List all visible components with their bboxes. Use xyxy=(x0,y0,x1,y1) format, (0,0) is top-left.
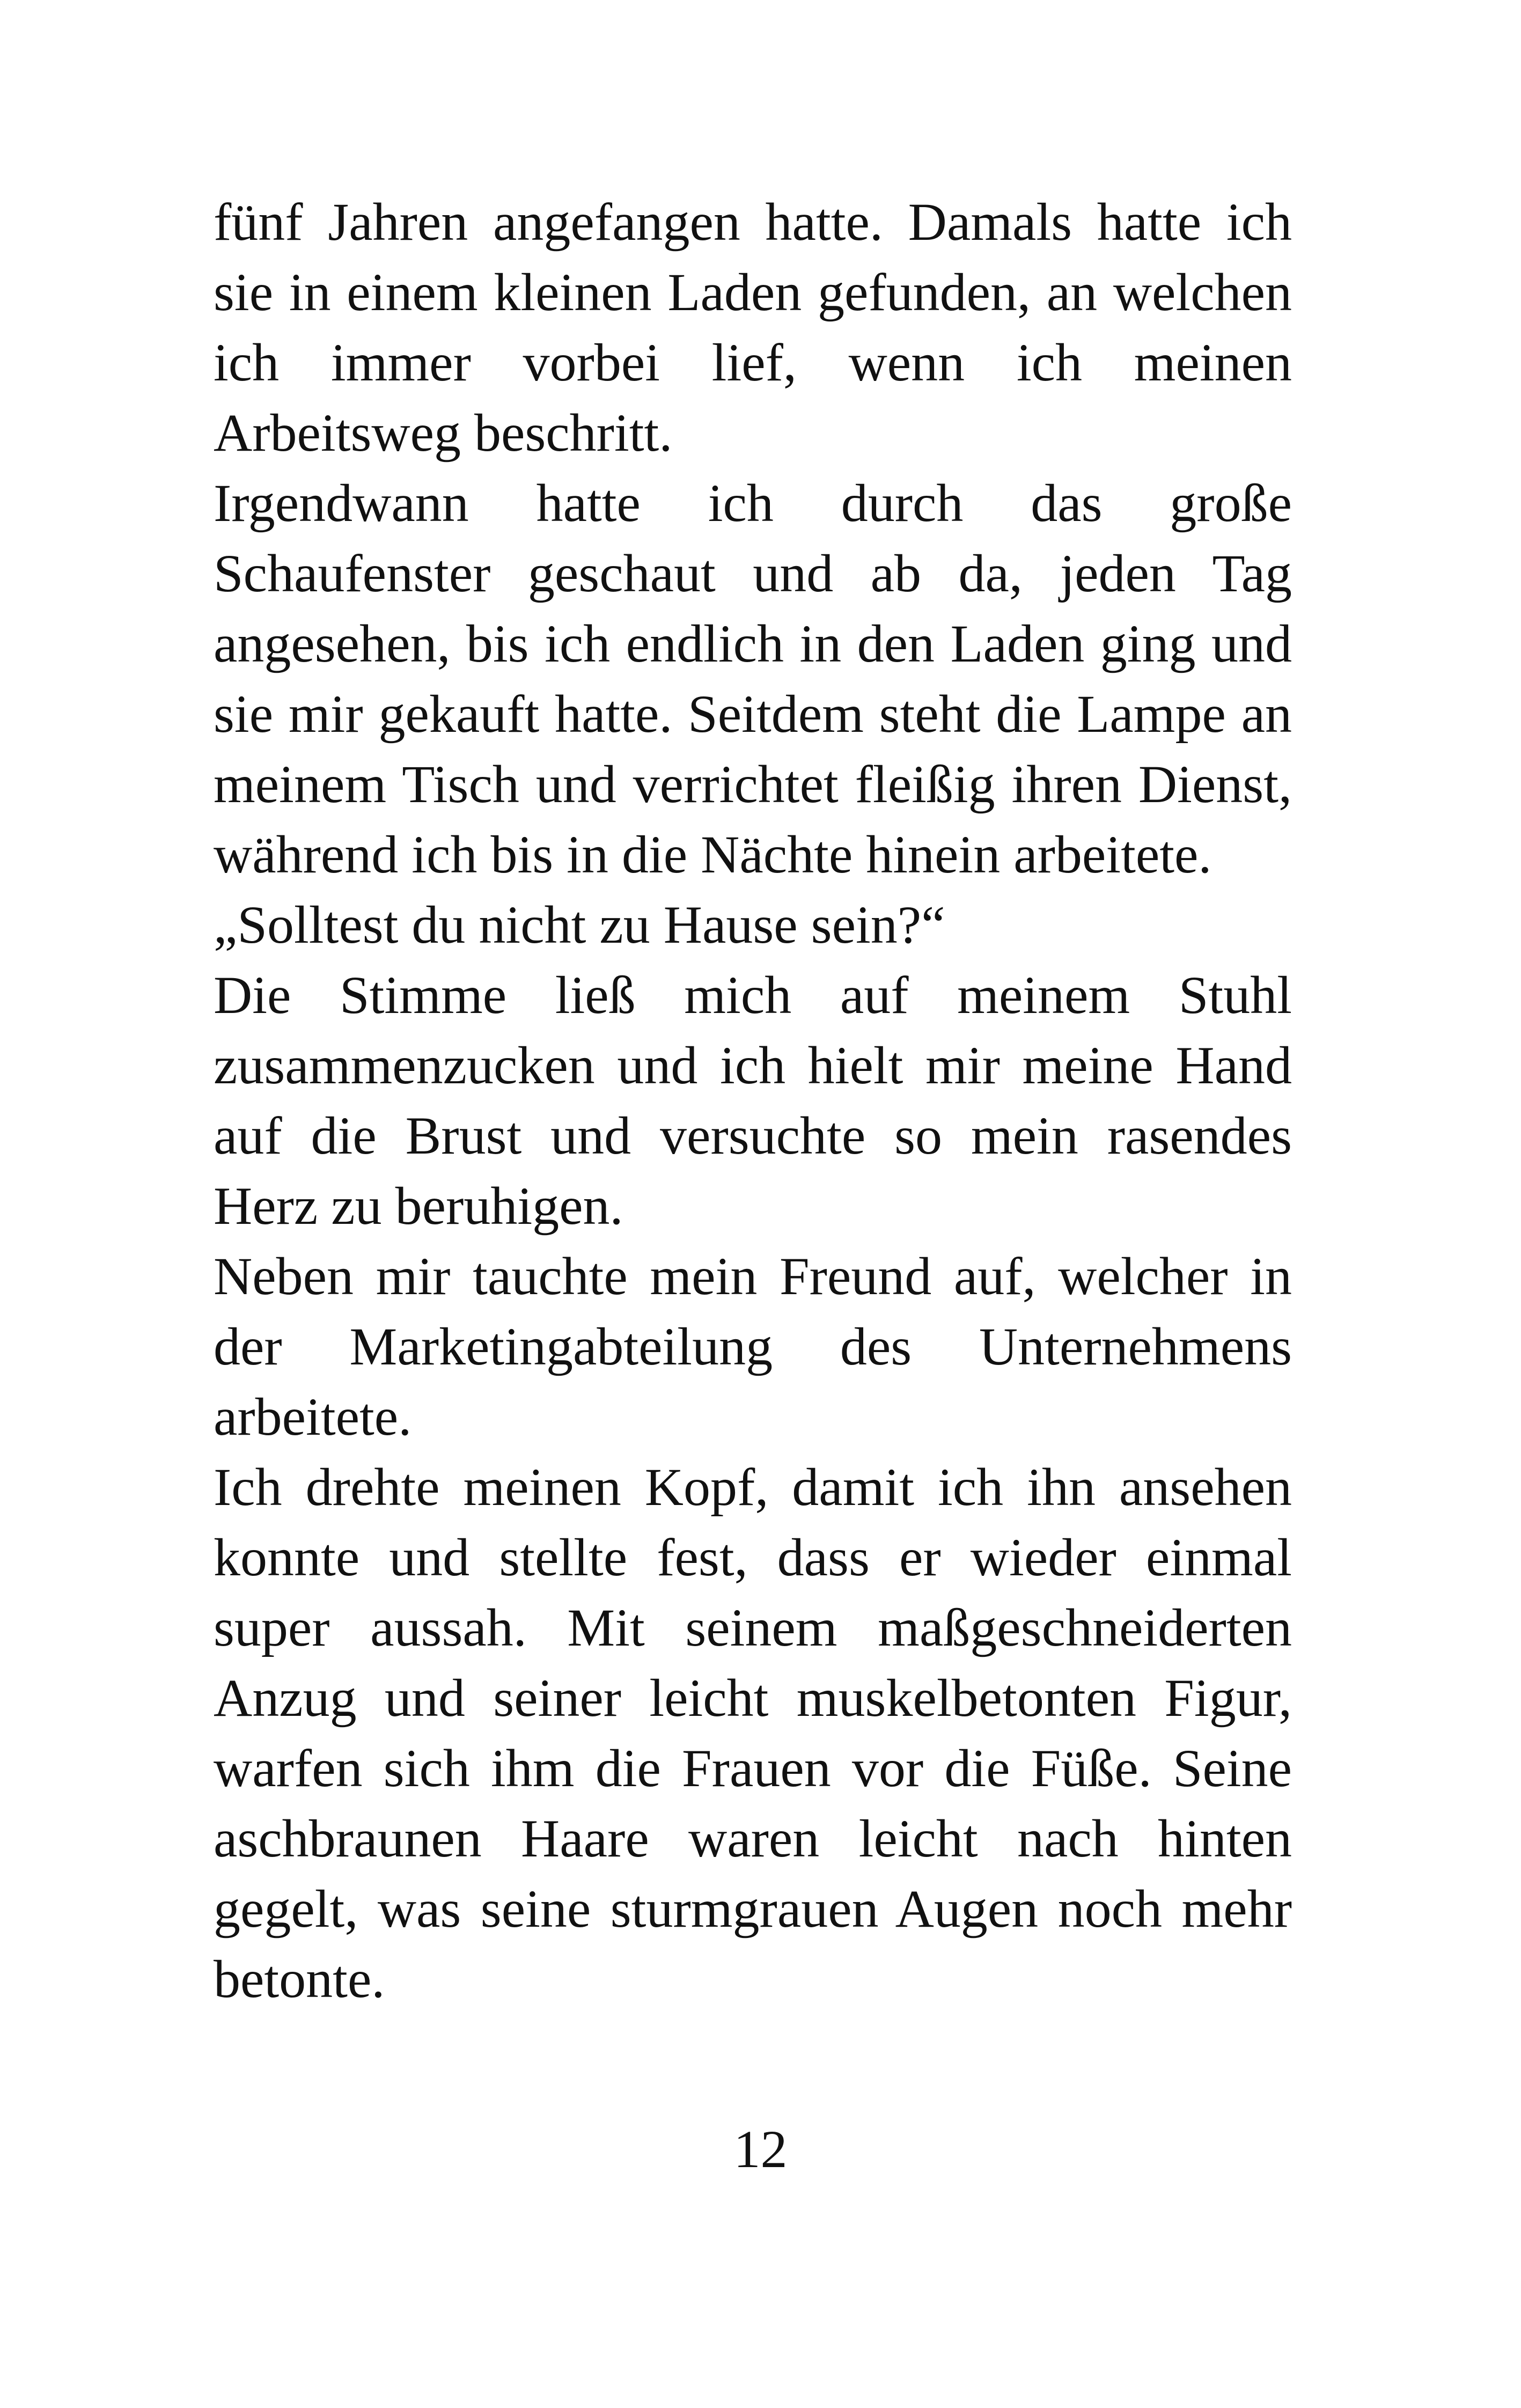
paragraph-4: Die Stimme ließ mich auf meinem Stuhl zusammenzucken und ich hielt mir meine Hand auf die Brust und versuchte so mein rasendes Herz zu beruhigen. xyxy=(214,965,1292,1236)
page-number: 12 xyxy=(733,2119,788,2179)
paragraph-1: fünf Jahren angefangen hatte. Damals hatte ich sie in einem kleinen Laden gefunden, an welchen ich immer vorbei lief, wenn ich meinen Arbeitsweg beschritt. xyxy=(214,192,1292,462)
paragraph-6: Ich drehte meinen Kopf, damit ich ihn ansehen konnte und stellte fest, dass er wieder einmal super aussah. Mit seinem maßgeschneiderten Anzug und seiner leicht muskelbetonten Figur, warfen sich ihm die Frauen vor die Füße. Seine aschbraunen Haare waren leicht nach hinten gegelt, was seine sturmgrauen Augen noch mehr betonte. xyxy=(214,1457,1292,2009)
paragraph-2: Irgendwann hatte ich durch das große Schaufenster geschaut und ab da, jeden Tag angesehen, bis ich endlich in den Laden ging und sie mir gekauft hatte. Seitdem steht die Lampe an meinem Tisch und verrichtet fleißig ihren Dienst, während ich bis in die Nächte hinein arbeitete. xyxy=(214,473,1292,884)
paragraph-3: „Solltest du nicht zu Hause sein?“ xyxy=(214,895,945,955)
paragraph-5: Neben mir tauchte mein Freund auf, welcher in der Marketingabteilung des Unternehmens arbeitete. xyxy=(214,1246,1292,1447)
body-text xyxy=(214,187,1292,2014)
